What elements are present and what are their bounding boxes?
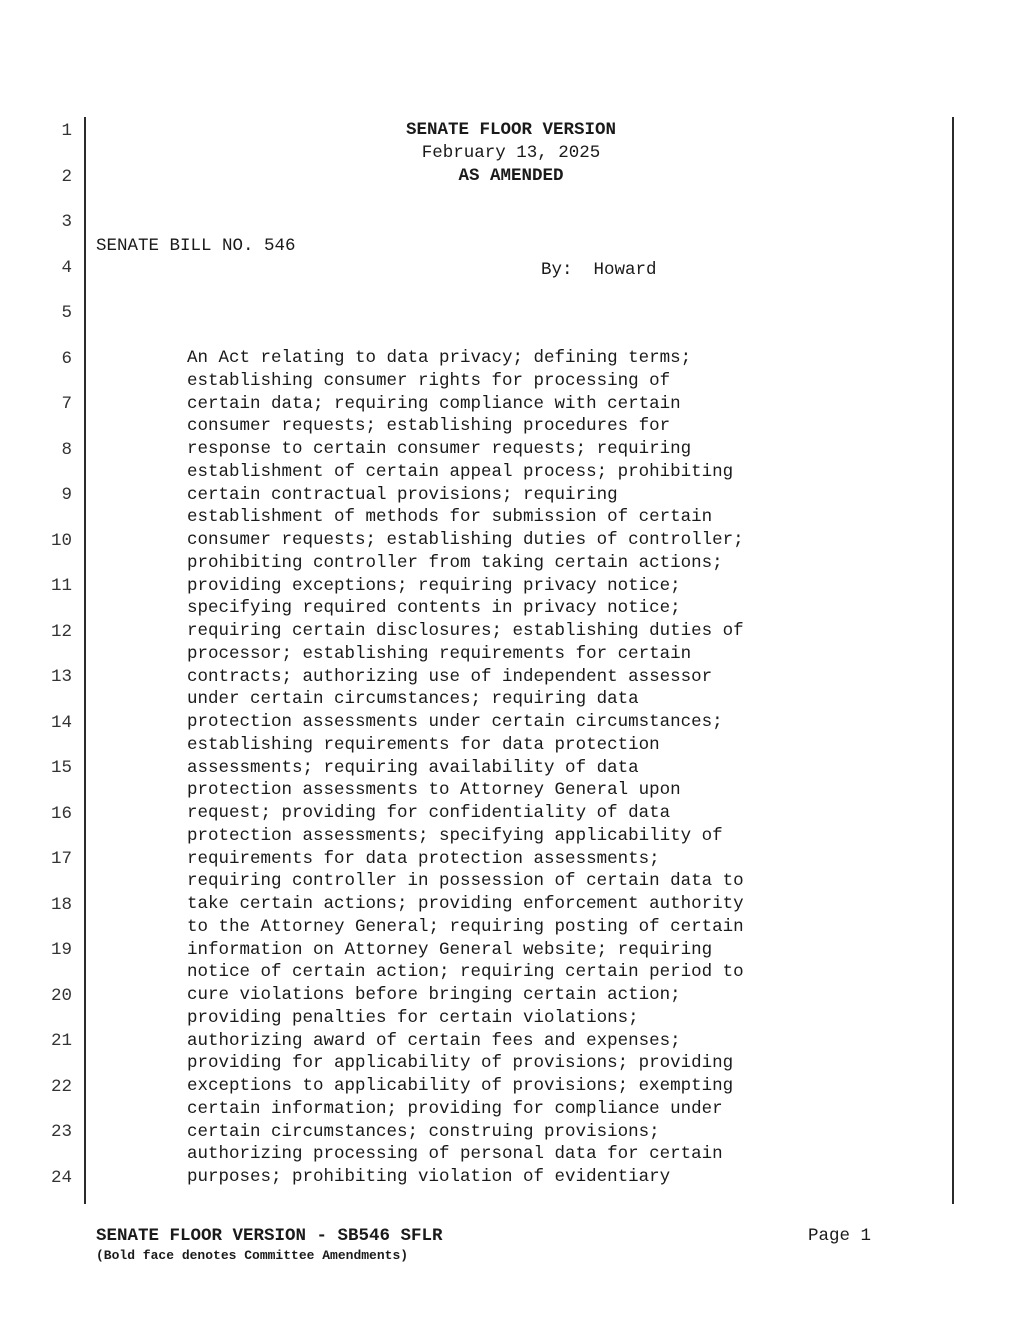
footer-note: (Bold face denotes Committee Amendments)	[96, 1248, 409, 1263]
act-title-line: protection assessments to Attorney General upon	[187, 780, 681, 801]
act-title-line: exceptions to applicability of provisions; exempting	[187, 1076, 734, 1096]
act-title-line: cure violations before bringing certain action;	[187, 985, 681, 1005]
line-number: 7	[61, 394, 72, 414]
act-title-line: certain contractual provisions; requiring	[187, 484, 618, 505]
line-number: 8	[61, 439, 72, 460]
act-title-line: information on Attorney General website; requiring	[187, 939, 713, 960]
act-title-line: take certain actions; providing enforcement authority	[187, 894, 744, 914]
line-number: 22	[50, 1076, 72, 1097]
act-title-block	[187, 347, 744, 1189]
act-title-line: establishment of certain appeal process; prohibiting	[187, 461, 734, 482]
act-title-line: establishing consumer rights for processing of	[187, 370, 671, 391]
act-title-line: processor; establishing requirements for certain	[187, 643, 692, 664]
line-number: 23	[50, 1122, 72, 1142]
act-title-line: purposes; prohibiting violation of evidentiary	[187, 1167, 671, 1187]
act-title-line: contracts; authorizing use of independent assessor	[187, 666, 713, 687]
line-number: 12	[50, 621, 72, 642]
line-number: 11	[50, 576, 72, 596]
act-title-line: to the Attorney General; requiring posting of certain	[187, 916, 744, 937]
act-title-line: providing penalties for certain violations;	[187, 1007, 639, 1028]
act-title-line: certain circumstances; construing provisions;	[187, 1121, 660, 1142]
act-title-line: prohibiting controller from taking certain actions;	[187, 552, 723, 573]
act-title-line: protection assessments; specifying applicability of	[187, 825, 723, 846]
act-title-line: requiring controller in possession of certain data to	[187, 871, 744, 892]
act-title-line: protection assessments under certain circumstances;	[187, 712, 723, 732]
line-number: 18	[50, 894, 72, 915]
line-number: 6	[61, 348, 72, 369]
act-title-line: consumer requests; establishing procedures for	[187, 416, 671, 437]
line-number: 24	[50, 1167, 72, 1188]
line-number: 17	[50, 849, 72, 869]
act-title-line: request; providing for confidentiality of data	[187, 803, 671, 823]
line-number: 1	[61, 121, 72, 141]
amended-status: AS AMENDED	[458, 166, 564, 186]
line-number: 16	[50, 803, 72, 824]
bill-number: SENATE BILL NO. 546	[96, 236, 296, 256]
act-title-line: establishment of methods for submission of certain	[187, 507, 713, 528]
act-title-line: consumer requests; establishing duties of controller;	[187, 530, 744, 550]
act-title-line: notice of certain action; requiring certain period to	[187, 962, 744, 983]
act-title-line: under certain circumstances; requiring data	[187, 689, 639, 710]
act-title-line: requirements for data protection assessments;	[187, 848, 660, 869]
act-title-line: authorizing processing of personal data for certain	[187, 1144, 723, 1165]
line-number: 20	[50, 985, 72, 1006]
act-title-line: An Act relating to data privacy; defining terms;	[187, 348, 692, 368]
line-number-column	[40, 119, 72, 1211]
act-title-line: response to certain consumer requests; requiring	[187, 439, 692, 459]
line-number: 15	[50, 758, 72, 778]
act-title-line: specifying required contents in privacy notice;	[187, 598, 681, 619]
left-margin-rule	[84, 117, 86, 1204]
line-number: 10	[50, 530, 72, 551]
line-number: 2	[61, 166, 72, 187]
line-number: 13	[50, 667, 72, 687]
act-title-line: assessments; requiring availability of data	[187, 757, 639, 778]
act-title-line: providing for applicability of provisions; providing	[187, 1053, 734, 1074]
page-number: Page 1	[808, 1226, 872, 1246]
bill-info-line	[96, 210, 926, 280]
line-number: 5	[61, 303, 72, 323]
document-title: SENATE FLOOR VERSION	[405, 120, 617, 140]
act-title-line: certain data; requiring compliance with certain	[187, 393, 681, 414]
line-number: 9	[61, 485, 72, 505]
act-title-line: requiring certain disclosures; establishing duties of	[187, 621, 744, 641]
act-title-line: providing exceptions; requiring privacy notice;	[187, 575, 681, 596]
line-number: 3	[61, 212, 72, 232]
footer-title: SENATE FLOOR VERSION - SB546 SFLR	[96, 1226, 443, 1246]
line-number: 14	[50, 712, 72, 733]
right-margin-rule	[952, 117, 954, 1204]
act-title-line: certain information; providing for compliance under	[187, 1098, 723, 1119]
line-number: 4	[61, 257, 72, 278]
document-date: February 13, 2025	[421, 143, 601, 163]
bill-author: By: Howard	[541, 260, 657, 280]
line-number: 19	[50, 940, 72, 960]
act-title-line: establishing requirements for data protection	[187, 734, 660, 755]
line-number: 21	[50, 1031, 72, 1051]
act-title-line: authorizing award of certain fees and expenses;	[187, 1030, 681, 1051]
